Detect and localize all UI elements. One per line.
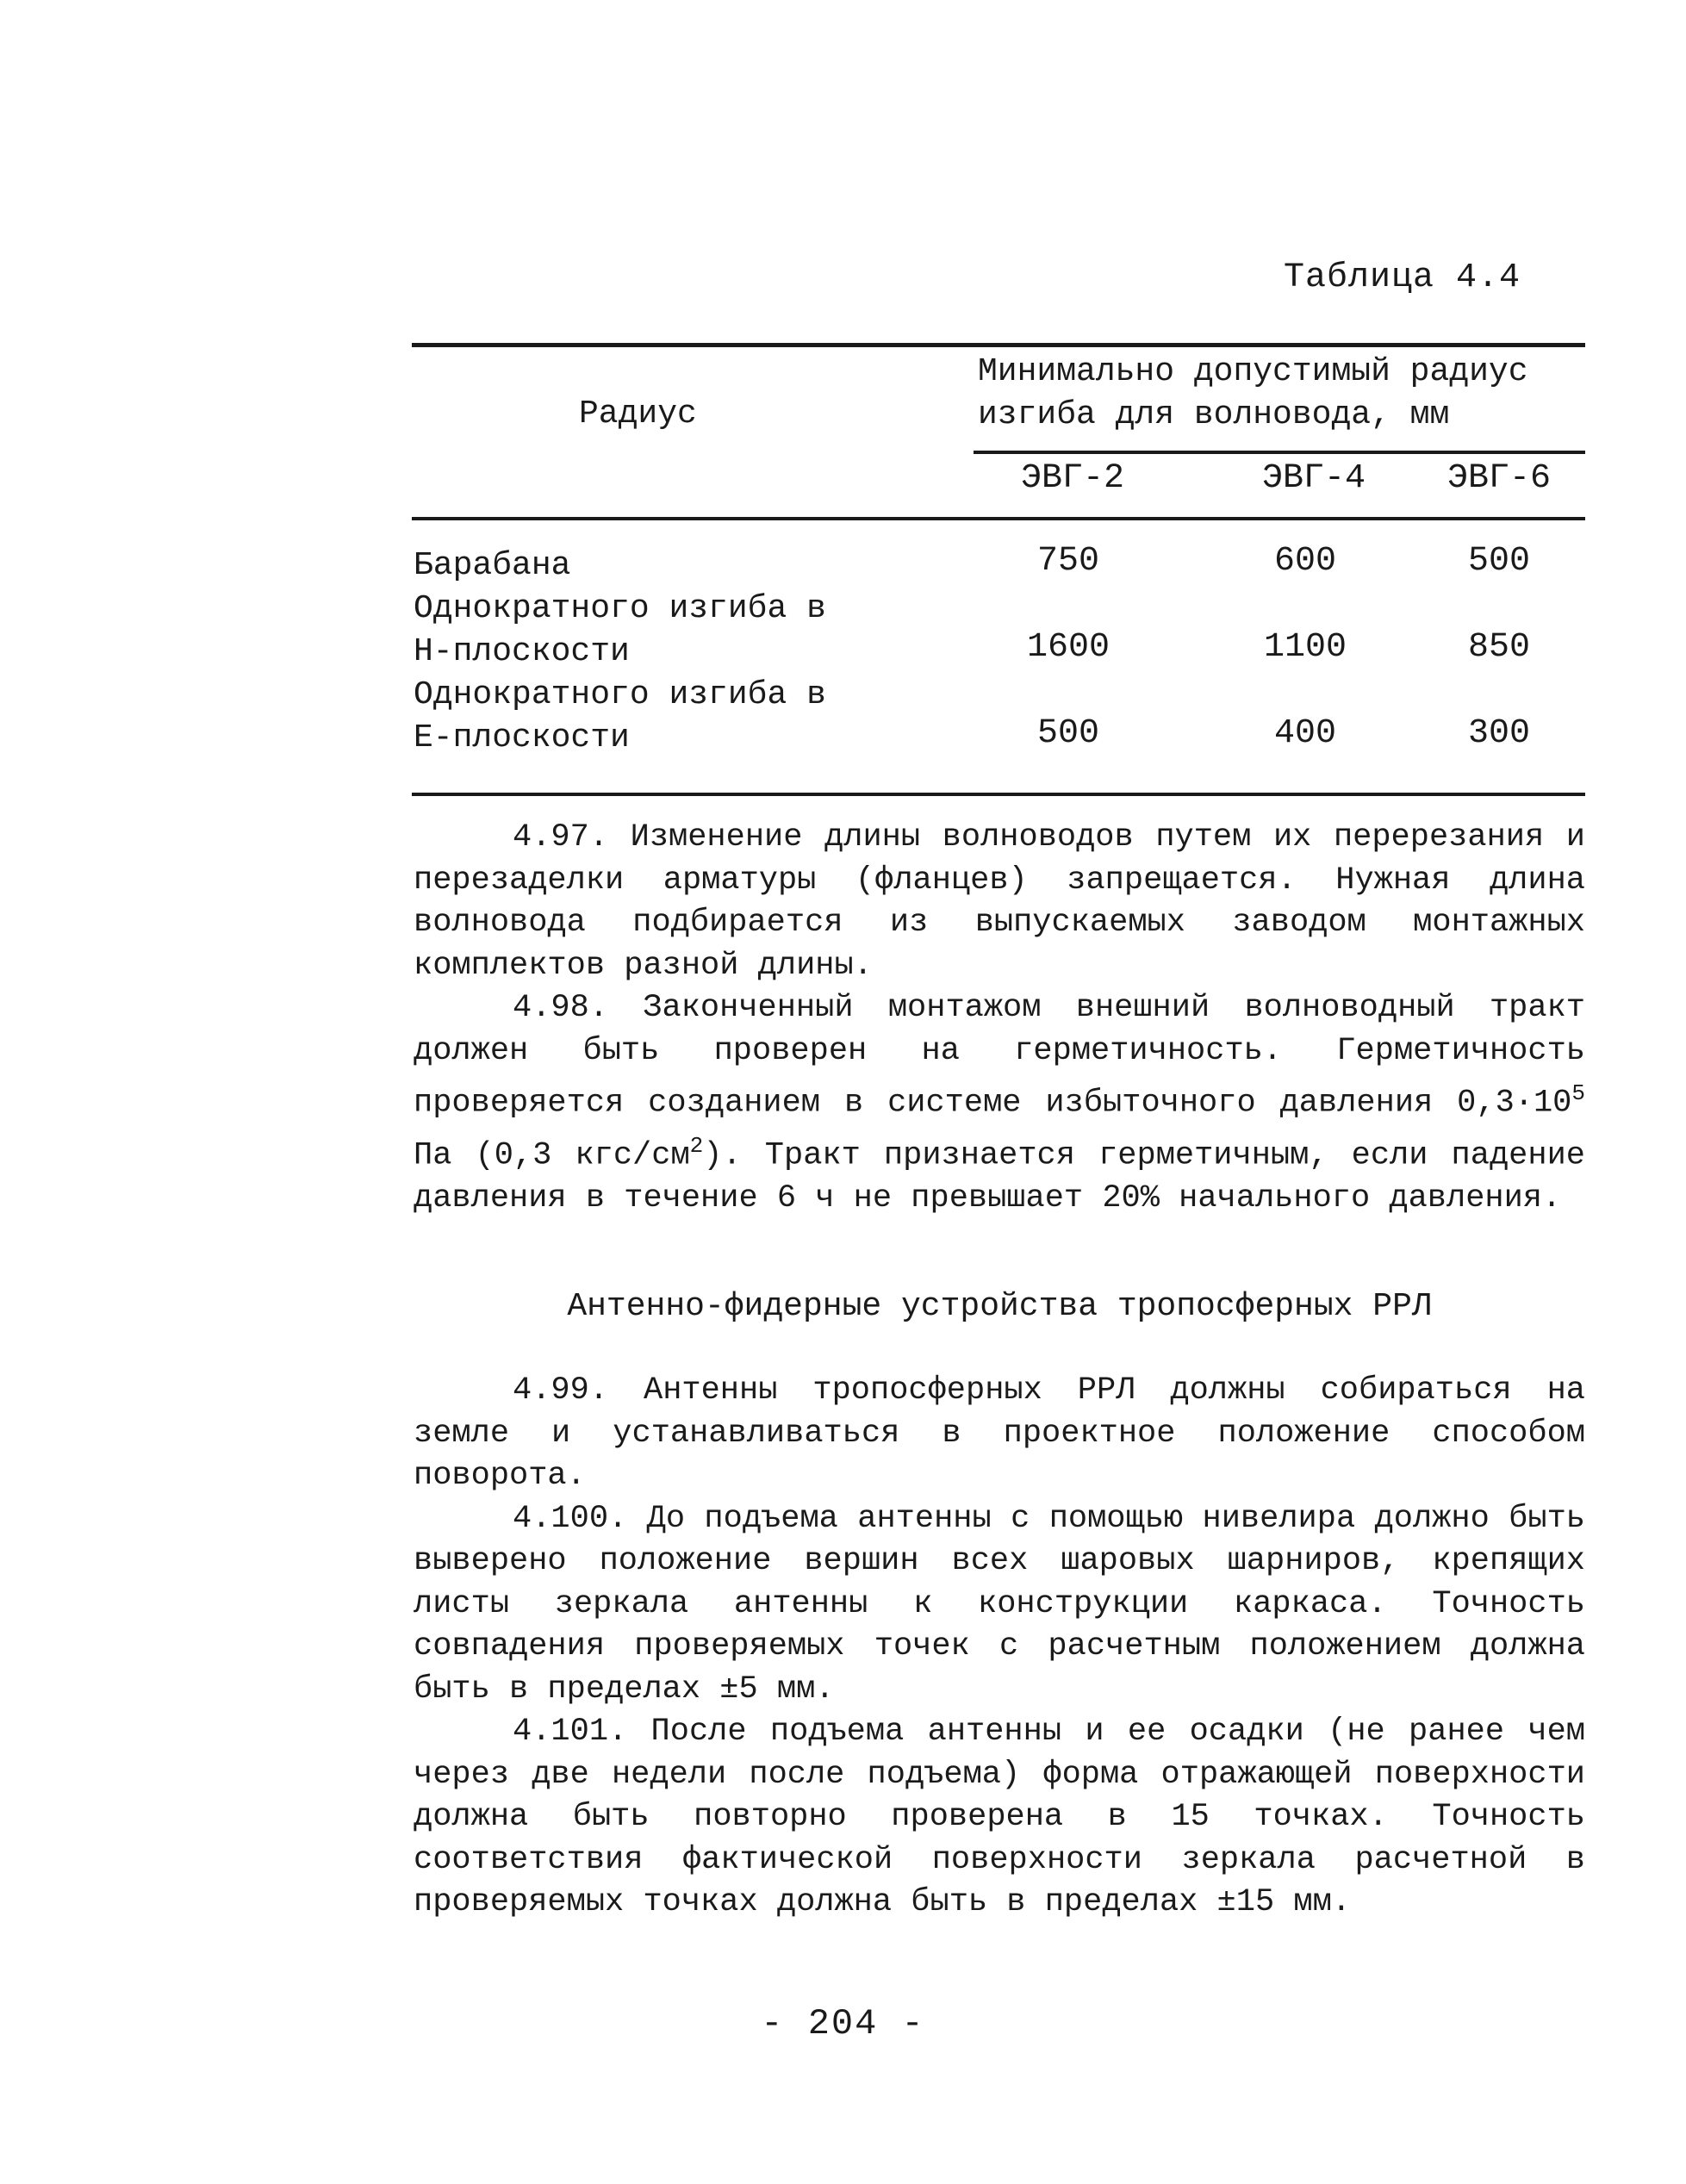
paragraph-4-98-part1: 4.98. Законченный монтажом внешний волноводный тракт должен быть проверен на герметичность. Герметичность проверяется созданием в системе избыточного давления 0,3·10 [414, 990, 1585, 1122]
table-header-group-line1: Минимально допустимый радиус [978, 353, 1528, 390]
page-number: - 204 - [761, 2003, 925, 2044]
table-header-bottom-rule [412, 517, 1585, 520]
body-text-block-1 [414, 817, 1585, 1220]
paragraph-4-100: 4.100. До подъема антенны с помощью нивелира должно быть выверено положение вершин всех шаровых шарниров, крепящих листы зеркала антенны к конструкции каркаса. Точность совпадения проверяемых точек с расчетным положением должна быть в пределах ±5 мм. [414, 1500, 1585, 1708]
table-bottom-rule [412, 793, 1585, 796]
table-row-label: Е-плоскости [414, 719, 630, 756]
paragraph-4-98-exponent: 5 [1571, 1080, 1585, 1106]
table-cell: 1100 [1263, 628, 1347, 667]
paragraph-4-98-exponent2: 2 [689, 1132, 704, 1159]
table-cell: 400 [1273, 714, 1336, 753]
body-text-block-2 [414, 1370, 1585, 1925]
table-row-label: Однократного изгиба в [414, 590, 826, 627]
table-cell: 600 [1273, 542, 1336, 581]
section-heading: Антенно-фидерные устройства тропосферных РРЛ [567, 1288, 1432, 1325]
table-top-rule [412, 343, 1585, 347]
table-cell: 500 [1036, 714, 1099, 753]
paragraph-4-98 [414, 987, 1585, 1220]
table-row-label: Н-плоскости [414, 633, 630, 670]
table-header-radius: Радиус [579, 395, 697, 432]
table-row-label: Однократного изгиба в [414, 676, 826, 713]
table-column-header: ЭВГ-2 [1020, 459, 1125, 498]
table-cell: 850 [1467, 628, 1530, 667]
paragraph-4-98-part2: Па (0,3 кгс/см [414, 1137, 690, 1174]
table-header-group-line2: изгиба для волновода, мм [978, 396, 1450, 433]
paragraph-4-101: 4.101. После подъема антенны и ее осадки (не ранее чем через две недели после подъема) форма отражающей поверхности должна быть повторно проверена в 15 точках. Точность соответствия фактической поверхности зеркала расчетной в проверяемых точках должна быть в пределах ±15 мм. [414, 1714, 1585, 1920]
table-cell: 300 [1467, 714, 1530, 753]
table-column-header: ЭВГ-4 [1261, 459, 1366, 498]
table-cell: 750 [1036, 542, 1099, 581]
table-cell: 1600 [1026, 628, 1110, 667]
paragraph-4-97: 4.97. Изменение длины волноводов путем их перерезания и перезаделки арматуры (фланцев) запрещается. Нужная длина волновода подбирается из выпускаемых заводом монтажных комплектов разной длины. [414, 819, 1585, 984]
paragraph-4-99: 4.99. Антенны тропосферных РРЛ должны собираться на земле и устанавливаться в проектное положение способом поворота. [414, 1372, 1585, 1494]
table-header-sub-rule [974, 451, 1585, 454]
table-caption: Таблица 4.4 [1284, 258, 1521, 297]
table-cell: 500 [1467, 542, 1530, 581]
paragraph-4-98-part3: ). Тракт признается герметичным, если падение давления в течение 6 ч не превышает 20% начального давления. [414, 1137, 1585, 1216]
table-column-header: ЭВГ-6 [1446, 459, 1552, 498]
table-row-label: Барабана [414, 547, 571, 584]
